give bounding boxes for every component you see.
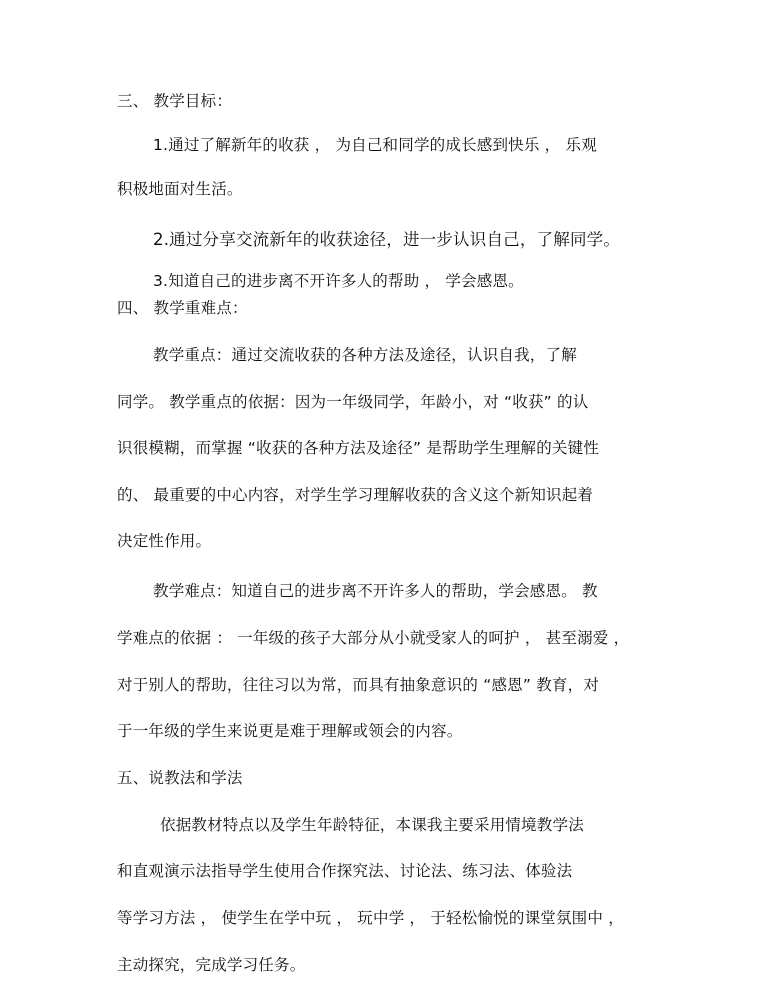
difficulty-line-4: 于一年级的学生来说更是难于理解或领会的内容。 — [117, 722, 463, 740]
methods-line-1: 依据教材特点以及学生年龄特征，本课我主要采用情境教学法 — [160, 816, 584, 834]
methods-line-3: 等学习方法 ， 使学生在学中玩 ， 玩中学 ， 于轻松愉悦的课堂氛围中 ， — [117, 909, 624, 927]
objective-line-3: 3.知道自己的进步离不开许多人的帮助 ， 学会感恩。 — [153, 272, 524, 290]
methods-line-4: 主动探究，完成学习任务。 — [117, 956, 306, 974]
methods-line-2: 和直观演示法指导学生使用合作探究法、讨论法、练习法、体验法 — [117, 862, 573, 880]
key-point-line-5: 决定性作用。 — [117, 532, 212, 550]
section-heading-objectives: 三、 教学目标： — [117, 92, 233, 110]
key-point-line-4: 的、 最重要的中心内容，对学生学习理解收获的含义这个新知识起着 — [117, 486, 594, 504]
key-point-line-2: 同学。 教学重点的依据：因为一年级同学，年龄小，对 “收获” 的认 — [117, 393, 589, 411]
key-point-line-3: 识很模糊，而掌握 “收获的各种方法及途径” 是帮助学生理解的关键性 — [117, 439, 600, 457]
objective-line-1-cont: 积极地面对生活。 — [117, 180, 243, 198]
objective-line-2: 2.通过分享交流新年的收获途径，进一步认识自己，了解同学。 — [153, 230, 621, 249]
section-heading-key-points: 四、 教学重难点： — [117, 299, 248, 317]
key-point-line-1: 教学重点：通过交流收获的各种方法及途径，认识自我，了解 — [153, 346, 577, 364]
objective-line-1: 1.通过了解新年的收获 ， 为自己和同学的成长感到快乐 ， 乐观 — [153, 136, 597, 154]
difficulty-line-2: 学难点的依据 ： 一年级的孩子大部分从小就受家人的呵护 ， 甚至溺爱 ， — [117, 629, 630, 647]
difficulty-line-3: 对于别人的帮助，往往习以为常，而具有抽象意识的 “感恩” 教育，对 — [117, 676, 600, 694]
section-heading-methods: 五、说教法和学法 — [117, 769, 243, 787]
difficulty-line-1: 教学难点：知道自己的进步离不开许多人的帮助，学会感恩。 教 — [153, 582, 598, 600]
